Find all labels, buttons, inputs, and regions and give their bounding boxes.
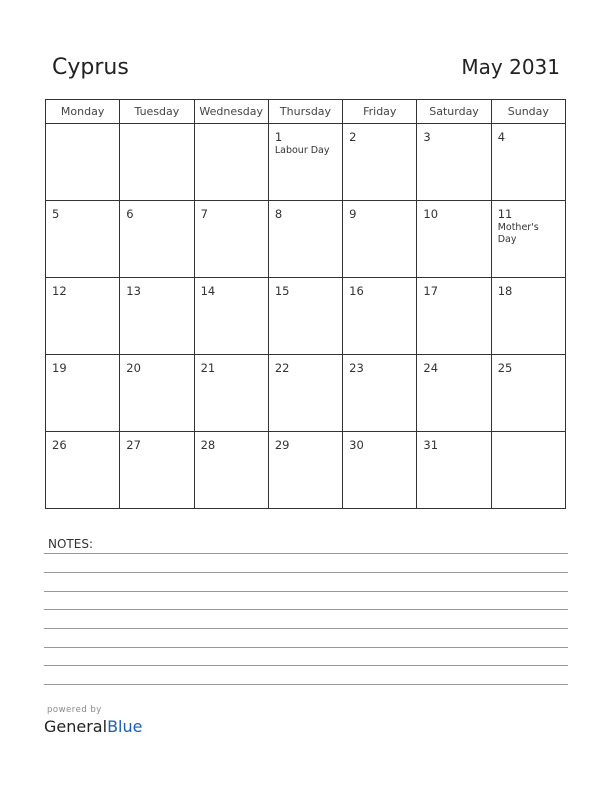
day-cell	[343, 278, 417, 355]
day-number: 20	[126, 361, 141, 375]
weekday-header: Thursday	[268, 100, 342, 124]
day-cell	[120, 278, 194, 355]
holiday-label: Labour Day	[274, 145, 330, 156]
day-number: 31	[423, 438, 439, 452]
day-cell	[46, 201, 120, 278]
brand-main: General	[44, 717, 108, 736]
day-cell	[268, 432, 342, 509]
week-row	[46, 201, 566, 278]
day-cell	[417, 432, 491, 509]
day-cell	[194, 124, 268, 201]
country-title: Cyprus	[52, 55, 129, 80]
day-cell	[194, 432, 268, 509]
day-cell	[120, 124, 194, 201]
day-cell	[417, 124, 491, 201]
day-number: 3	[423, 130, 431, 144]
day-number: 21	[200, 361, 216, 375]
week-row	[46, 278, 566, 355]
day-number: 16	[349, 284, 364, 298]
month-year-title: May 2031	[461, 55, 560, 79]
day-number: 27	[126, 438, 141, 452]
day-number: 5	[52, 207, 60, 221]
day-cell	[46, 432, 120, 509]
day-cell	[491, 201, 565, 278]
note-line	[44, 665, 568, 666]
weekday-header: Saturday	[417, 100, 491, 124]
day-number: 11	[497, 207, 513, 221]
day-number: 14	[200, 284, 216, 298]
note-line	[44, 553, 568, 554]
day-cell	[268, 355, 342, 432]
weekday-header: Monday	[46, 100, 120, 124]
day-cell	[491, 278, 565, 355]
weekday-header: Tuesday	[120, 100, 194, 124]
day-cell	[343, 355, 417, 432]
day-number: 4	[497, 130, 506, 144]
day-number: 8	[274, 207, 283, 221]
brand-accent: Blue	[107, 717, 143, 736]
generalblue-logo	[44, 717, 142, 736]
day-cell	[194, 278, 268, 355]
day-cell	[343, 124, 417, 201]
day-number: 24	[423, 361, 439, 375]
day-cell	[46, 278, 120, 355]
powered-by-text: powered by	[47, 705, 102, 715]
day-number: 18	[497, 284, 513, 298]
day-cell	[343, 201, 417, 278]
day-number: 28	[200, 438, 216, 452]
day-cell	[268, 124, 342, 201]
day-number: 29	[274, 438, 290, 452]
week-row	[46, 355, 566, 432]
day-number: 12	[52, 284, 67, 298]
weekday-header: Friday	[343, 100, 417, 124]
day-number: 25	[497, 361, 513, 375]
day-number: 15	[274, 284, 290, 298]
day-number: 1	[274, 130, 283, 144]
note-line	[44, 647, 568, 648]
day-number: 26	[52, 438, 67, 452]
day-cell	[343, 432, 417, 509]
calendar-grid	[45, 99, 566, 509]
note-line	[44, 591, 568, 592]
day-cell	[417, 278, 491, 355]
day-cell	[491, 355, 565, 432]
weekday-header-row	[46, 100, 566, 124]
note-line	[44, 628, 568, 629]
weekday-header: Sunday	[491, 100, 565, 124]
day-number: 13	[126, 284, 141, 298]
week-row	[46, 124, 566, 201]
day-cell	[46, 124, 120, 201]
day-cell	[194, 355, 268, 432]
note-line	[44, 609, 568, 610]
day-cell	[120, 201, 194, 278]
note-line	[44, 684, 568, 685]
day-cell	[268, 278, 342, 355]
day-number: 23	[349, 361, 364, 375]
day-number: 2	[349, 130, 357, 144]
day-cell	[491, 124, 565, 201]
day-number: 22	[274, 361, 290, 375]
note-line	[44, 572, 568, 573]
weekday-header: Wednesday	[194, 100, 268, 124]
week-row	[46, 432, 566, 509]
holiday-label: Mother's Day	[497, 222, 539, 245]
day-number: 30	[349, 438, 364, 452]
day-cell	[46, 355, 120, 432]
day-number: 7	[200, 207, 208, 221]
day-cell	[194, 201, 268, 278]
day-cell	[417, 355, 491, 432]
day-number: 6	[126, 207, 134, 221]
day-number: 19	[52, 361, 67, 375]
day-cell	[417, 201, 491, 278]
notes-label: NOTES:	[48, 537, 93, 551]
day-number: 17	[423, 284, 439, 298]
day-cell	[120, 355, 194, 432]
day-cell	[120, 432, 194, 509]
day-number: 10	[423, 207, 439, 221]
day-number: 9	[349, 207, 357, 221]
day-cell	[268, 201, 342, 278]
day-cell	[491, 432, 565, 509]
